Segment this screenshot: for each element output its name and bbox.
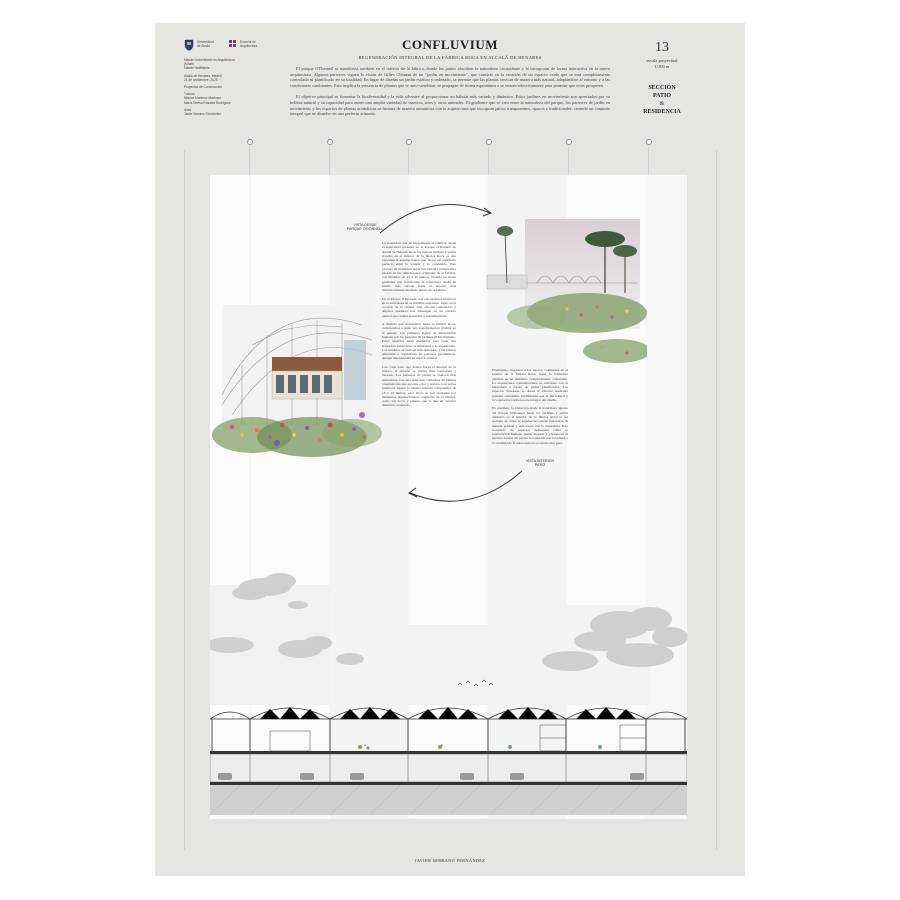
intro-paragraph: El objetivo principal es fomentar la biodiversidad y la vida silvestre al proporcionar un hábitat más variado y dinámico. Estos jardines en movimiento son apreciados por su belleza natural y su capacidad para atraer una amplia variedad de insectos, aves y otros animales. El gradiente que se crea entre la naturaleza del parque, los parterres de jardín en movimiento y los espacios de plantas aromáticas se fusiona de manera armoniosa con la arquitectura que incorpora patios transparentes, opacos y tradicionales, creando un conjunto integral que se disuelve en una perfecta armonía. xyxy=(290,94,610,117)
left-column-text xyxy=(382,241,456,408)
grid-axis-line xyxy=(408,146,409,175)
school-logo-line: Escuela de xyxy=(240,40,256,44)
building-section-drawing xyxy=(210,695,687,815)
grid-border-line xyxy=(184,150,185,850)
university-logo xyxy=(184,38,218,54)
text-paragraph: Con cada paso que damos hacia el interior de la fábrica, el entorno se vuelve más controlado y cuidado. Los parterres de jardín se vuelven más elaborados, con una selección cuidadosa de plantas ornamentales que aportan color y textura. Los patios interiores siguen la misma retícula compositiva de 15 x 15 metros, pero ahora se ven realzados por elementos arquitectónicos originales de la fábrica, como sus arcos y pilares, que le dan un carácter distintivo al espacio. xyxy=(382,364,456,408)
grid-axis-marker xyxy=(406,139,412,145)
text-paragraph: En el Parque O'Donnell, nos encontramos inmersos en la naturaleza en su máxima expresión. Junto en el corazón de la ciudad. Allí, árboles centenarios y amplios senderos nos sumergen en un entorno natural que respira serenidad y contemplación. xyxy=(382,296,456,318)
view-label-line: PARQUE O'DONNELL xyxy=(346,227,384,232)
info-line: (Mhab) xyxy=(184,62,195,67)
section-label-line: RESIDENCIA xyxy=(643,109,681,115)
info-line: Máster Habilitante xyxy=(184,66,210,71)
grid-axis-marker xyxy=(486,139,492,145)
view-label-line: VISTA DESDE xyxy=(353,223,377,227)
section-label-line: & xyxy=(659,101,665,107)
grid-axis-line xyxy=(329,146,330,175)
view-label-park xyxy=(330,223,400,232)
grid-axis-marker xyxy=(646,139,652,145)
crest-icon xyxy=(184,39,194,51)
info-line: Autor xyxy=(184,107,192,112)
render-factory-hall xyxy=(212,285,382,465)
view-label-line: VISTA INTERIOR xyxy=(525,459,555,463)
project-info-block xyxy=(184,58,269,116)
info-line: Tutores xyxy=(184,92,195,97)
project-title: CONFLUVIUM xyxy=(402,37,498,52)
sheet-number: 13 xyxy=(655,40,669,55)
intro-paragraph: El parque O'Donnell se manifiesta también en el interior de la fábrica, donde los patios absorben la naturaleza circundante y la incorporan de forma interactiva en la nueva arquitectura. Algunos parterres siguen la visión de Gilles Clément de un "jardín en movimiento", que consiste en la creación de un espacio verde que se está completamente controlado ni planificado en su totalidad. En lugar de diseñar un jardín estático y ordenado, se permite que las plantas crezcan de manera más natural, adaptándose al entorno y a las condiciones cambiantes. Esto implica la presencia de plantas que se auto-siembran, se propagan de forma espontánea o se retiran selectivamente para permitir que otras prosperen. xyxy=(290,66,610,88)
university-logo-line: Universidad xyxy=(197,40,214,44)
grid-axis-marker xyxy=(247,139,253,145)
info-line: 21 de septiembre, 2025 xyxy=(184,77,218,82)
grid-axis-line xyxy=(488,146,489,175)
drawing-panel xyxy=(210,175,687,819)
footer-author: JAVIER SERRANO FERNÁNDEZ xyxy=(414,858,486,863)
intro-text xyxy=(290,66,610,117)
scale-line: 1/100 m xyxy=(654,64,670,69)
info-line: Proyectos de Construcción xyxy=(184,85,223,90)
text-paragraph: A medida que avanzamos hacia la fábrica Roca, comenzamos a notar una transformación gradual en el paisaje. Los primeros signos de intervención humana son los parterres de jardines en movimiento. Estos espacios están diseñados para crear una transición suave entre la naturaleza y la arquitectura. Los senderos se vuelven más definidos, y las plantas empiezan a organizarse en patrones geométricos, aunque manteniendo su aspecto natural. xyxy=(382,322,456,361)
info-line: Javier Serrano Fernández xyxy=(184,112,221,117)
section-label-line: SECCIÓN xyxy=(648,85,676,91)
grid-axis-marker xyxy=(566,139,572,145)
grid-border-line xyxy=(716,150,717,850)
scale-line: escala proyectual xyxy=(646,58,678,63)
render-park-view xyxy=(477,213,647,368)
text-paragraph: La transición que se experimenta al caminar desde la naturaleza presente en el Parque O'Donnell de Alcalá de Henares hacia los nuevos jardines y patios creados en el interior de la fábrica Roca es una experiencia arquitectónica que busca un equilibrio perfecto entre lo natural y lo construido. Este proceso de transición sigue una retícula compositiva basada en las dimensiones originales de la fábrica, con módulos de 15 x 15 metros, creando un suave gradiente que transforma la naturaleza desde su estado más salvaje hasta el entorno más cuidadosamente diseñado dentro de la fábrica. xyxy=(382,241,456,293)
view-label-line: PATIO xyxy=(534,463,546,468)
grid-axis-marker xyxy=(327,139,333,145)
text-paragraph: En resumen, la transición desde la naturaleza agreste del Parque O'Donnell hasta los jardines y patios cuidados en el interior de la fábrica Roca es un ejemplo de cómo la arquitectura puede fusionarse de manera gradual y armoniosa con la naturaleza. Esta secuencia de espacios demuestra cómo la intervención humana puede mejorar y enriquecer el entorno natural sin perder la conexión con la belleza y la vitalidad de la naturaleza en su estado más puro. xyxy=(492,406,568,445)
info-line: Máster Universitario en Arquitectura xyxy=(184,58,235,62)
grid-axis-line xyxy=(249,146,250,175)
info-line: Mónica Martínez Martínez xyxy=(184,96,221,101)
section-label-line: PATIO xyxy=(652,93,672,99)
right-column-text xyxy=(492,368,568,445)
birds-icon xyxy=(456,679,496,691)
school-logo xyxy=(228,38,268,54)
school-logo-line: Arquitectura xyxy=(240,44,258,49)
grid-axis-line xyxy=(568,146,569,175)
school-logo-icon xyxy=(228,39,237,49)
info-line: Alcalá de Henares, Madrid xyxy=(184,73,222,78)
university-logo-line: de Alcalá xyxy=(197,44,210,49)
section-label xyxy=(632,84,692,116)
project-subtitle: REGENERACIÓN INTEGRAL DE LA FÁBRICA ROCA EN ALCALÁ DE HENARES xyxy=(358,55,542,60)
grid-axis-line xyxy=(648,146,649,175)
flow-arrow-bottom xyxy=(400,467,530,507)
text-paragraph: Finalmente, llegamos a los nuevos volúmenes en el interior de la fábrica Roca. Aquí, la transición culmina en un ambiente completamente construido. La arquitectura contemporánea se entrelaza con la naturaleza a través de patios planificados. Los espacios interiores se abren al exterior mediante grandes ventanales, permitiendo que la luz natural y la vegetación formen parte integral del diseño. xyxy=(492,368,568,403)
scale-note xyxy=(636,58,688,70)
info-line: María Teresa Rosales Rodríguez xyxy=(184,100,231,105)
